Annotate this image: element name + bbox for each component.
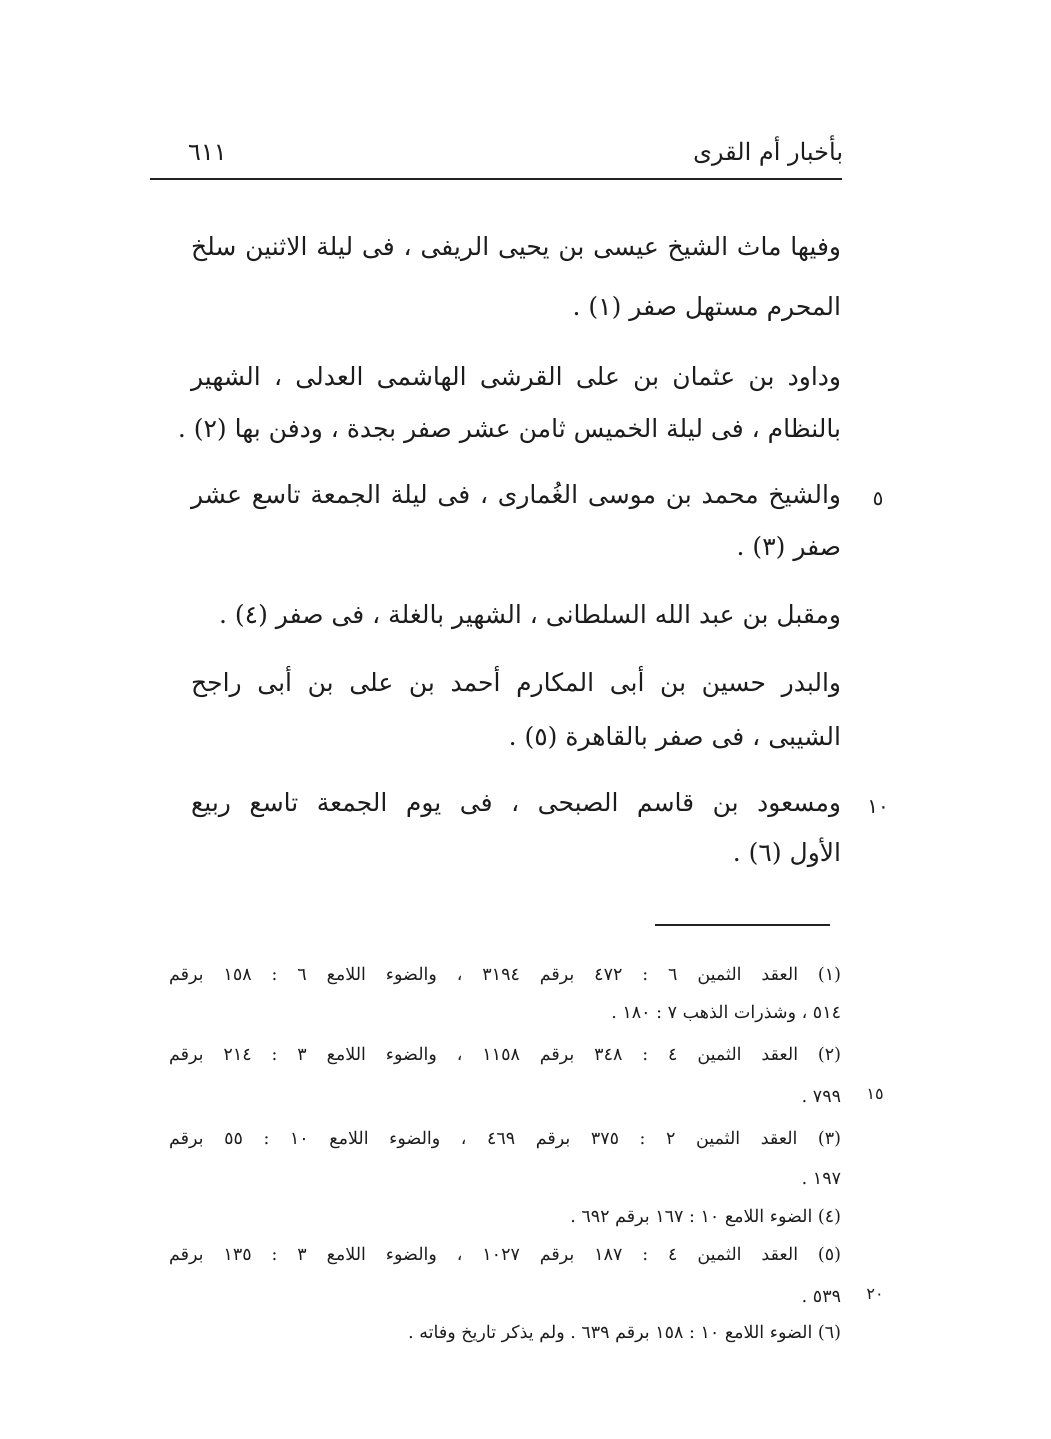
body-line: المحرم مستهل صفر (١) . [572,292,841,321]
footnote-line: ٥٣٩ . [801,1287,841,1307]
running-title: بأخبار أم القرى [693,138,843,166]
footnote-line: (٤) الضوء اللامع ١٠ : ١٦٧ برقم ٦٩٢ . [570,1207,841,1227]
body-line: ومقبل بن عبد الله السلطانى ، الشهير بالغلة ، فى صفر (٤) . [219,600,841,629]
footnote-line: ٥١٤ ، وشذرات الذهب ٧ : ١٨٠ . [611,1003,841,1023]
footnote-line: (١) العقد الثمين ٦ : ٤٧٢ برقم ٣١٩٤ ، والضوء اللامع ٦ : ١٥٨ برقم [169,965,841,985]
line-number-marker: ١٠ [867,794,889,818]
body-line: والشيخ محمد بن موسى الغُمارى ، فى ليلة الجمعة تاسع عشر [191,480,841,509]
footnote-line: (٣) العقد الثمين ٢ : ٣٧٥ برقم ٤٦٩ ، والضوء اللامع ١٠ : ٥٥ برقم [169,1129,841,1149]
footnote-line: ١٩٧ . [801,1169,841,1189]
body-line: والبدر حسين بن أبى المكارم أحمد بن على بن أبى راجح [191,668,841,697]
footnote-line: ٧٩٩ . [801,1087,841,1107]
footnote-separator [655,924,830,926]
footnote-line: (٢) العقد الثمين ٤ : ٣٤٨ برقم ١١٥٨ ، والضوء اللامع ٣ : ٢١٤ برقم [169,1045,841,1065]
page-number: ٦١١ [188,138,227,166]
body-line: صفر (٣) . [736,532,841,561]
body-line: بالنظام ، فى ليلة الخميس ثامن عشر صفر بجدة ، ودفن بها (٢) . [177,414,841,443]
line-number-marker: ١٥ [866,1084,884,1103]
header-rule [150,178,842,180]
line-number-marker: ٢٠ [866,1284,884,1303]
body-line: ومسعود بن قاسم الصبحى ، فى يوم الجمعة تاسع ربيع [191,788,841,817]
body-line: وداود بن عثمان بن على القرشى الهاشمى العدلى ، الشهير [191,362,841,391]
line-number-marker: ٥ [872,486,884,510]
body-line: وفيها ماث الشيخ عيسى بن يحيى الريفى ، فى ليلة الاثنين سلخ [191,232,841,261]
body-line: الشيبى ، فى صفر بالقاهرة (٥) . [508,722,841,751]
body-line: الأول (٦) . [732,838,841,867]
footnote-line: (٦) الضوء اللامع ١٠ : ١٥٨ برقم ٦٣٩ . ولم يذكر تاريخ وفاته . [408,1323,841,1343]
footnote-line: (٥) العقد الثمين ٤ : ١٨٧ برقم ١٠٢٧ ، والضوء اللامع ٣ : ١٣٥ برقم [169,1245,841,1265]
